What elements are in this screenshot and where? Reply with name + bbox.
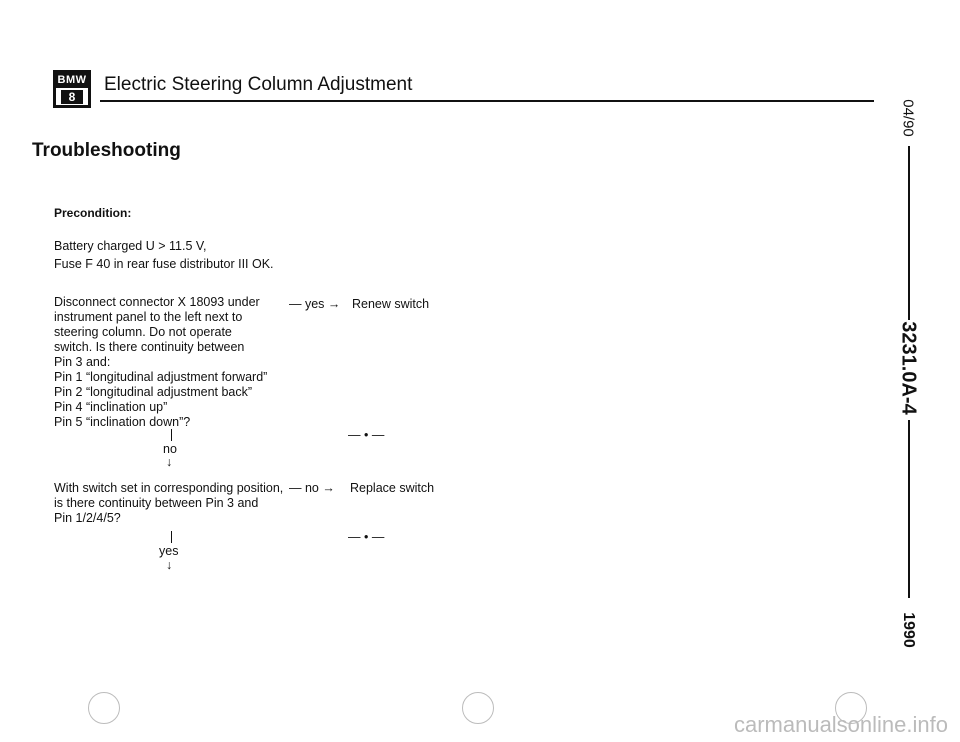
side-year: 1990: [900, 612, 917, 648]
header-rule: [100, 100, 874, 102]
down-arrow-icon: ↓: [166, 558, 173, 572]
step-2-action: Replace switch: [350, 481, 435, 495]
step-2-end-marker: — • —: [348, 530, 385, 544]
flow-line: [171, 531, 172, 543]
side-rule-1: [908, 146, 910, 320]
step-1-end-marker: — • —: [348, 428, 385, 442]
precondition-line: Battery charged U > 11.5 V,: [54, 239, 207, 253]
step-2-down-label: yes: [159, 544, 179, 558]
branch-label: yes: [304, 297, 325, 311]
side-date: 04/90: [899, 99, 917, 137]
question-line: steering column. Do not operate: [54, 325, 232, 339]
side-code: 3231.0A-4: [897, 321, 920, 415]
question-line: switch. Is there continuity between: [54, 340, 245, 354]
step-1-question: [54, 295, 267, 430]
question-line: Pin 4 “inclination up”: [54, 400, 168, 414]
question-line: Pin 1 “longitudinal adjustment forward”: [54, 370, 268, 384]
question-line: Pin 3 and:: [54, 355, 111, 369]
precondition-line: Fuse F 40 in rear fuse distributor III OK.: [54, 257, 274, 271]
question-line: With switch set in corresponding position,: [54, 481, 284, 495]
step-2-question: [54, 481, 283, 526]
section-title: Troubleshooting: [32, 140, 181, 161]
question-line: Pin 2 “longitudinal adjustment back”: [54, 385, 253, 399]
document-title: Electric Steering Column Adjustment: [104, 74, 413, 95]
question-line: instrument panel to the left next to: [54, 310, 243, 324]
step-1-branch: — yes →: [289, 297, 341, 311]
side-rule-2: [908, 420, 910, 598]
logo-brand: BMW: [57, 74, 87, 86]
step-1-down-label: no: [163, 442, 177, 456]
precondition-label: Precondition:: [54, 206, 132, 220]
flow-line: [171, 429, 172, 441]
logo-number: 8: [61, 90, 83, 104]
question-line: Pin 5 “inclination down”?: [54, 415, 191, 429]
question-line: Pin 1/2/4/5?: [54, 511, 121, 525]
precondition-text: [54, 237, 274, 273]
question-line: Disconnect connector X 18093 under: [54, 295, 260, 309]
question-line: is there continuity between Pin 3 and: [54, 496, 259, 510]
watermark: carmanualsonline.info: [733, 712, 948, 737]
bmw-8-logo: [53, 70, 91, 108]
step-2-branch: — no →: [289, 481, 335, 495]
step-1-action: Renew switch: [352, 297, 430, 311]
punch-hole-mark: [88, 692, 120, 724]
down-arrow-icon: ↓: [166, 455, 173, 469]
branch-label: no: [304, 481, 319, 495]
punch-hole-mark: [462, 692, 494, 724]
